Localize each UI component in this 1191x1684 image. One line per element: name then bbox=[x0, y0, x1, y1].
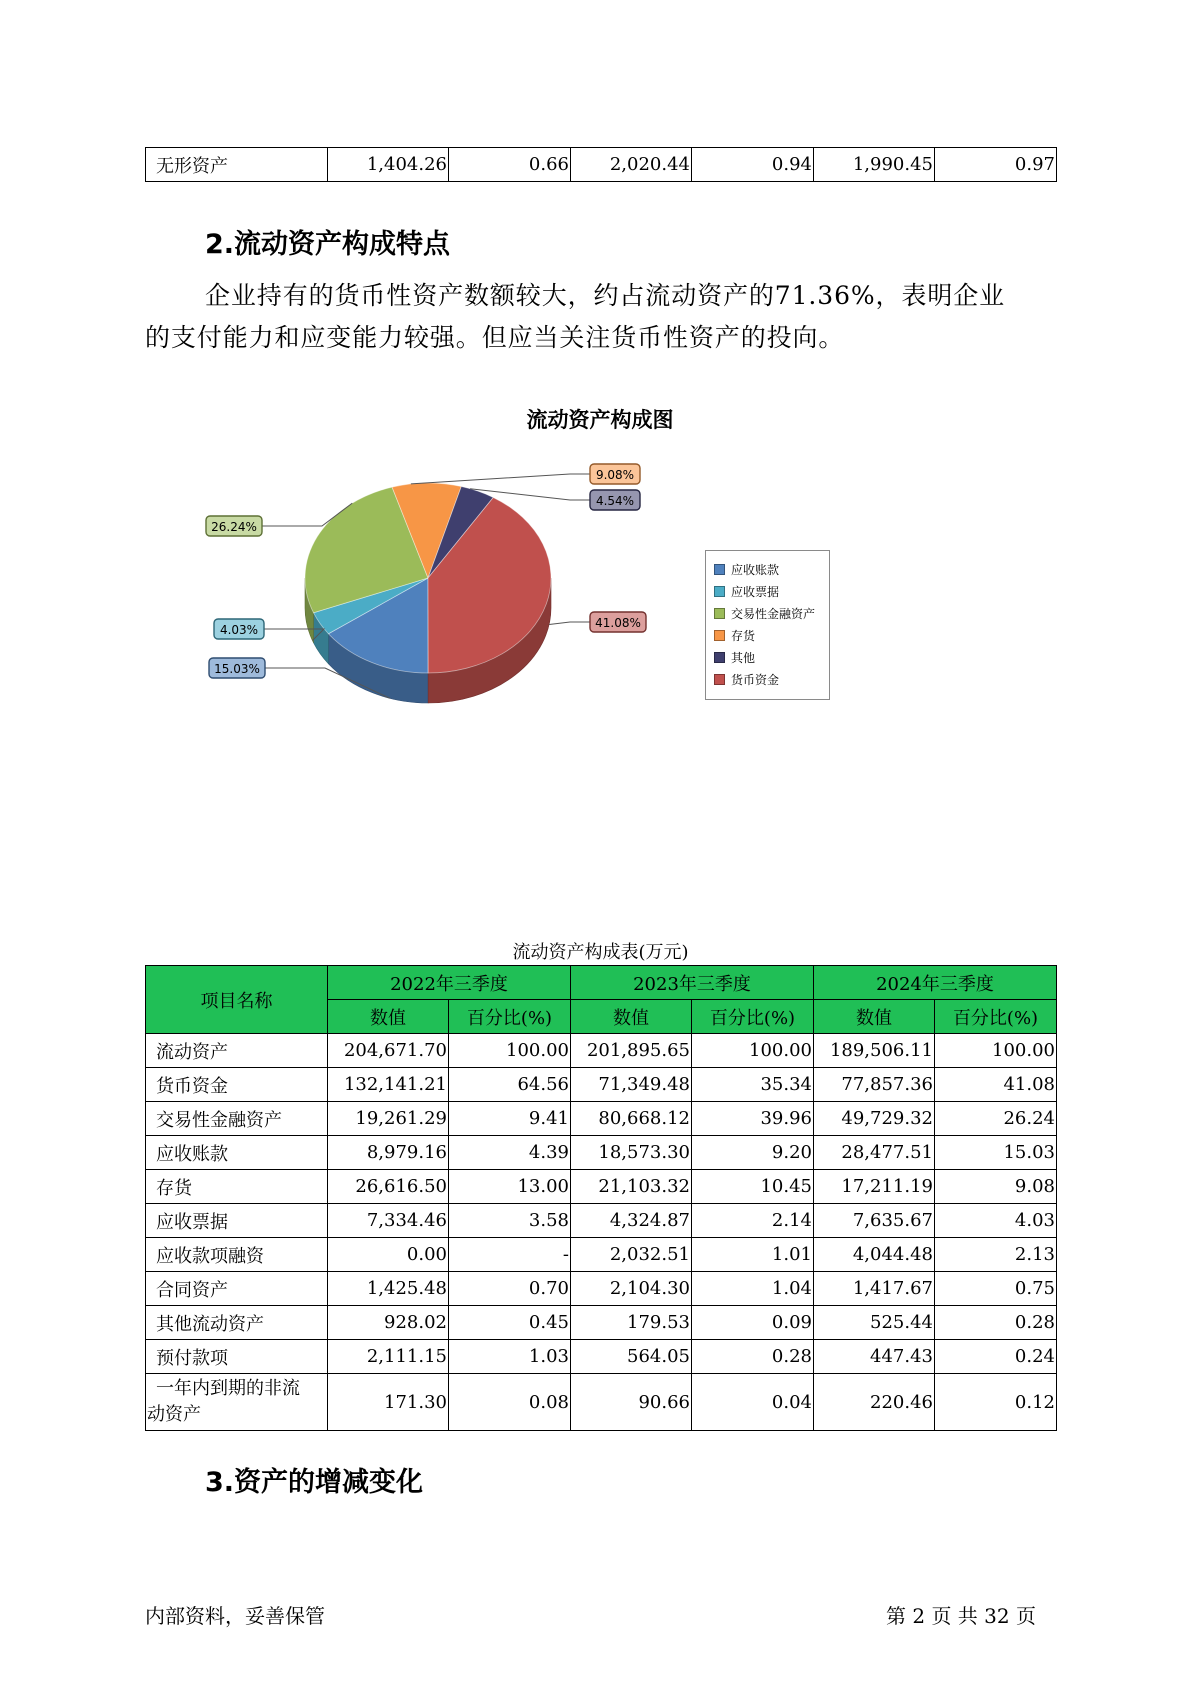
value-cell: 8,979.16 bbox=[328, 1136, 449, 1170]
table-row bbox=[146, 1034, 1057, 1068]
value-cell: 564.05 bbox=[571, 1340, 692, 1374]
legend-item bbox=[714, 602, 829, 624]
percent-cell: 0.04 bbox=[692, 1374, 814, 1431]
value-cell: 4,324.87 bbox=[571, 1204, 692, 1238]
value-cell: 1,404.26 bbox=[328, 148, 449, 182]
column-header-year: 2022年三季度 bbox=[328, 966, 571, 1000]
footer-left: 内部资料，妥善保管 bbox=[145, 1604, 325, 1628]
value-cell: 201,895.65 bbox=[571, 1034, 692, 1068]
table-row bbox=[146, 1068, 1057, 1102]
percent-cell: 39.96 bbox=[692, 1102, 814, 1136]
percent-cell: 0.28 bbox=[935, 1306, 1057, 1340]
row-name: 应收票据 bbox=[146, 1204, 328, 1238]
percent-cell: 100.00 bbox=[692, 1034, 814, 1068]
row-name: 其他流动资产 bbox=[146, 1306, 328, 1340]
percent-cell: 15.03 bbox=[935, 1136, 1057, 1170]
legend-label: 应收账款 bbox=[731, 562, 780, 577]
percent-cell: 0.66 bbox=[449, 148, 571, 182]
legend-item bbox=[714, 580, 829, 602]
column-header-year: 2024年三季度 bbox=[814, 966, 1057, 1000]
value-cell: 2,032.51 bbox=[571, 1238, 692, 1272]
value-cell: 1,990.45 bbox=[814, 148, 935, 182]
value-cell: 525.44 bbox=[814, 1306, 935, 1340]
leader-line bbox=[549, 622, 590, 624]
value-cell: 80,668.12 bbox=[571, 1102, 692, 1136]
value-cell: 447.43 bbox=[814, 1340, 935, 1374]
percent-cell: 0.24 bbox=[935, 1340, 1057, 1374]
percent-cell: 0.97 bbox=[935, 148, 1057, 182]
percent-cell: 0.75 bbox=[935, 1272, 1057, 1306]
percent-cell: 3.58 bbox=[449, 1204, 571, 1238]
percent-cell: 0.45 bbox=[449, 1306, 571, 1340]
percent-cell: 9.20 bbox=[692, 1136, 814, 1170]
percent-cell: - bbox=[449, 1238, 571, 1272]
percent-cell: 41.08 bbox=[935, 1068, 1057, 1102]
column-header-value: 数值 bbox=[328, 1000, 449, 1034]
legend-swatch bbox=[714, 564, 725, 575]
footer-page-number: 第 2 页 共 32 页 bbox=[886, 1604, 1036, 1628]
percent-cell: 4.03 bbox=[935, 1204, 1057, 1238]
percent-cell: 0.94 bbox=[692, 148, 814, 182]
column-header-item: 项目名称 bbox=[146, 966, 328, 1034]
value-cell: 90.66 bbox=[571, 1374, 692, 1431]
column-header-value: 数值 bbox=[814, 1000, 935, 1034]
legend-label: 其他 bbox=[731, 650, 756, 665]
chart-legend bbox=[705, 550, 830, 700]
legend-label: 交易性金融资产 bbox=[731, 606, 816, 621]
percent-cell: 0.28 bbox=[692, 1340, 814, 1374]
value-cell: 0.00 bbox=[328, 1238, 449, 1272]
percent-cell: 2.13 bbox=[935, 1238, 1057, 1272]
percent-cell: 2.14 bbox=[692, 1204, 814, 1238]
leader-line bbox=[411, 474, 590, 484]
column-header-percent: 百分比(%) bbox=[449, 1000, 571, 1034]
value-cell: 17,211.19 bbox=[814, 1170, 935, 1204]
percent-cell: 0.70 bbox=[449, 1272, 571, 1306]
value-cell: 220.46 bbox=[814, 1374, 935, 1431]
chart-title: 流动资产构成图 bbox=[526, 408, 674, 432]
data-label: 4.54% bbox=[595, 494, 635, 508]
percent-cell: 1.04 bbox=[692, 1272, 814, 1306]
row-name-line: 一年内到期的非流 bbox=[156, 1378, 300, 1399]
value-cell: 1,417.67 bbox=[814, 1272, 935, 1306]
column-header-percent: 百分比(%) bbox=[692, 1000, 814, 1034]
value-cell: 928.02 bbox=[328, 1306, 449, 1340]
value-cell: 171.30 bbox=[328, 1374, 449, 1431]
percent-cell: 64.56 bbox=[449, 1068, 571, 1102]
section-heading: 3.资产的增减变化 bbox=[205, 1467, 424, 1498]
percent-cell: 1.03 bbox=[449, 1340, 571, 1374]
value-cell: 71,349.48 bbox=[571, 1068, 692, 1102]
value-cell: 7,635.67 bbox=[814, 1204, 935, 1238]
paragraph-line: 企业持有的货币性资产数额较大，约占流动资产的71.36%，表明企业 bbox=[205, 281, 1006, 310]
row-name: 无形资产 bbox=[146, 148, 328, 182]
table-header-row bbox=[146, 966, 1057, 1000]
legend-item bbox=[714, 624, 829, 646]
value-cell: 77,857.36 bbox=[814, 1068, 935, 1102]
legend-item bbox=[714, 646, 829, 668]
row-name: 交易性金融资产 bbox=[146, 1102, 328, 1136]
value-cell: 26,616.50 bbox=[328, 1170, 449, 1204]
legend-label: 货币资金 bbox=[731, 672, 780, 687]
percent-cell: 35.34 bbox=[692, 1068, 814, 1102]
column-header-year: 2023年三季度 bbox=[571, 966, 814, 1000]
legend-swatch bbox=[714, 630, 725, 641]
legend-swatch bbox=[714, 652, 725, 663]
table-row bbox=[146, 1340, 1057, 1374]
column-header-percent: 百分比(%) bbox=[935, 1000, 1057, 1034]
legend-item bbox=[714, 558, 829, 580]
percent-cell: 10.45 bbox=[692, 1170, 814, 1204]
table-row bbox=[146, 1238, 1057, 1272]
table-row bbox=[146, 1102, 1057, 1136]
percent-cell: 100.00 bbox=[449, 1034, 571, 1068]
value-cell: 4,044.48 bbox=[814, 1238, 935, 1272]
paragraph-line: 的支付能力和应变能力较强。但应当关注货币性资产的投向。 bbox=[145, 323, 845, 352]
table-row bbox=[146, 1272, 1057, 1306]
table-row bbox=[146, 1374, 1057, 1431]
table-caption: 流动资产构成表(万元) bbox=[512, 942, 689, 963]
row-name bbox=[146, 1374, 328, 1431]
row-name: 应收账款 bbox=[146, 1136, 328, 1170]
current-assets-table bbox=[145, 965, 1057, 1431]
value-cell: 2,111.15 bbox=[328, 1340, 449, 1374]
legend-swatch bbox=[714, 586, 725, 597]
value-cell: 1,425.48 bbox=[328, 1272, 449, 1306]
legend-item bbox=[714, 668, 829, 690]
value-cell: 19,261.29 bbox=[328, 1102, 449, 1136]
row-name: 流动资产 bbox=[146, 1034, 328, 1068]
column-header-value: 数值 bbox=[571, 1000, 692, 1034]
table-row bbox=[146, 1170, 1057, 1204]
percent-cell: 9.41 bbox=[449, 1102, 571, 1136]
value-cell: 132,141.21 bbox=[328, 1068, 449, 1102]
value-cell: 7,334.46 bbox=[328, 1204, 449, 1238]
table-row bbox=[146, 1306, 1057, 1340]
percent-cell: 0.09 bbox=[692, 1306, 814, 1340]
percent-cell: 9.08 bbox=[935, 1170, 1057, 1204]
data-label: 26.24% bbox=[211, 520, 257, 534]
value-cell: 49,729.32 bbox=[814, 1102, 935, 1136]
percent-cell: 100.00 bbox=[935, 1034, 1057, 1068]
percent-cell: 13.00 bbox=[449, 1170, 571, 1204]
data-label: 15.03% bbox=[214, 662, 260, 676]
percent-cell: 1.01 bbox=[692, 1238, 814, 1272]
percent-cell: 0.12 bbox=[935, 1374, 1057, 1431]
percent-cell: 4.39 bbox=[449, 1136, 571, 1170]
value-cell: 18,573.30 bbox=[571, 1136, 692, 1170]
value-cell: 28,477.51 bbox=[814, 1136, 935, 1170]
value-cell: 2,020.44 bbox=[571, 148, 692, 182]
data-label: 41.08% bbox=[595, 616, 641, 630]
data-label: 9.08% bbox=[595, 468, 635, 482]
table-row bbox=[146, 1136, 1057, 1170]
row-name: 存货 bbox=[146, 1170, 328, 1204]
table-row bbox=[146, 1204, 1057, 1238]
row-name: 预付款项 bbox=[146, 1340, 328, 1374]
percent-cell: 0.08 bbox=[449, 1374, 571, 1431]
row-name: 合同资产 bbox=[146, 1272, 328, 1306]
value-cell: 189,506.11 bbox=[814, 1034, 935, 1068]
row-name: 应收款项融资 bbox=[146, 1238, 328, 1272]
section-heading: 2.流动资产构成特点 bbox=[205, 229, 451, 260]
value-cell: 179.53 bbox=[571, 1306, 692, 1340]
legend-label: 应收票据 bbox=[731, 584, 780, 599]
value-cell: 2,104.30 bbox=[571, 1272, 692, 1306]
row-name: 货币资金 bbox=[146, 1068, 328, 1102]
legend-swatch bbox=[714, 608, 725, 619]
data-label: 4.03% bbox=[219, 623, 259, 637]
percent-cell: 26.24 bbox=[935, 1102, 1057, 1136]
row-name-line: 动资产 bbox=[147, 1404, 201, 1425]
value-cell: 204,671.70 bbox=[328, 1034, 449, 1068]
value-cell: 21,103.32 bbox=[571, 1170, 692, 1204]
legend-label: 存货 bbox=[731, 628, 756, 643]
pie-chart bbox=[0, 0, 1191, 760]
legend-swatch bbox=[714, 674, 725, 685]
